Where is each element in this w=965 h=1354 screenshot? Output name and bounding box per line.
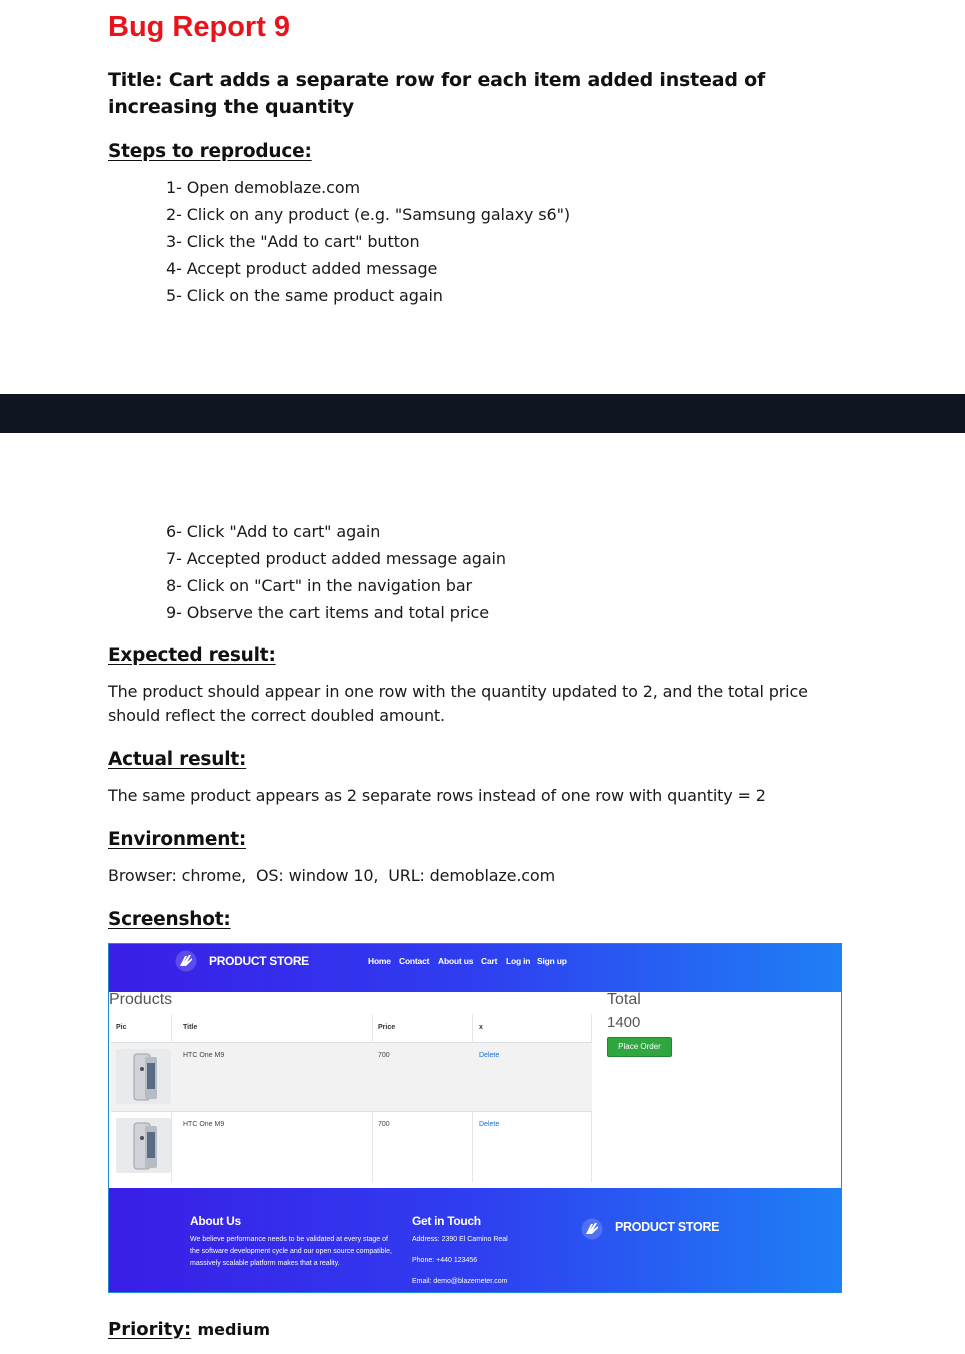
priority	[108, 1319, 270, 1340]
nav-cart-link[interactable]: Cart	[481, 956, 498, 966]
row-price: 700	[378, 1052, 390, 1059]
table-row	[111, 1042, 592, 1111]
step-item: 1- Open demoblaze.com	[166, 178, 361, 197]
column-header-title: Title	[183, 1024, 198, 1031]
column-header-pic: Pic	[116, 1024, 127, 1031]
footer-email: Email: demo@blazemeter.com	[412, 1278, 508, 1285]
phone-image-icon	[116, 1049, 171, 1104]
total-label: Total	[607, 991, 641, 1008]
store-logo-icon	[175, 950, 197, 972]
nav-signup-link[interactable]: Sign up	[537, 956, 567, 966]
steps-heading: Steps to reproduce:	[108, 141, 312, 162]
product-image	[116, 1049, 171, 1104]
actual-heading: Actual result:	[108, 749, 247, 770]
footer-about-text: We believe performance needs to be validated at every stage of the software development cycle and our open source compatible, massively scalable platform makes that a reality.	[190, 1236, 392, 1267]
expected-text: The product should appear in one row with the quantity updated to 2, and the total price should reflect the correct doubled amount.	[108, 682, 808, 725]
total-value: 1400	[607, 1014, 641, 1031]
footer-logo-icon	[581, 1218, 603, 1240]
column-header-delete: x	[479, 1024, 483, 1031]
priority-label: Priority:	[108, 1319, 192, 1340]
report-heading: Bug Report 9	[108, 11, 291, 43]
row-title: HTC One M9	[183, 1052, 225, 1059]
nav-about-link[interactable]: About us	[438, 956, 474, 966]
step-item: 4- Accept product added message	[166, 259, 438, 278]
bug-title: Title: Cart adds a separate row for each item added instead of increasing the quantity	[108, 69, 766, 118]
nav-home-link[interactable]: Home	[368, 956, 391, 966]
step-item: 8- Click on "Cart" in the navigation bar	[166, 576, 473, 595]
place-order-button[interactable]: Place Order	[607, 1037, 672, 1057]
priority-value: medium	[197, 1320, 271, 1339]
environment-text: Browser: chrome, OS: window 10, URL: demoblaze.com	[108, 866, 556, 885]
delete-link[interactable]: Delete	[479, 1121, 500, 1128]
footer-address: Address: 2390 El Camino Real	[412, 1236, 508, 1243]
page-break	[0, 394, 965, 433]
actual-text: The same product appears as 2 separate rows instead of one row with quantity = 2	[108, 786, 766, 805]
footer-about-heading: About Us	[190, 1214, 241, 1228]
row-price: 700	[378, 1121, 390, 1128]
expected-heading: Expected result:	[108, 645, 276, 666]
store-navbar	[109, 944, 841, 992]
embedded-screenshot	[108, 943, 842, 1293]
footer-brand: PRODUCT STORE	[615, 1220, 720, 1234]
store-footer	[109, 1188, 841, 1293]
environment-heading: Environment:	[108, 829, 247, 850]
step-item: 2- Click on any product (e.g. "Samsung galaxy s6")	[166, 205, 571, 224]
screenshot-heading: Screenshot:	[108, 909, 231, 930]
step-item: 9- Observe the cart items and total price	[166, 603, 489, 622]
store-brand[interactable]: PRODUCT STORE	[209, 954, 309, 968]
products-label: Products	[109, 991, 173, 1008]
footer-phone: Phone: +440 123456	[412, 1257, 478, 1264]
product-image	[116, 1118, 171, 1173]
footer-contact-heading: Get in Touch	[412, 1214, 481, 1228]
step-item: 6- Click "Add to cart" again	[166, 522, 381, 541]
delete-link[interactable]: Delete	[479, 1052, 500, 1059]
table-row	[111, 1111, 592, 1180]
phone-image-icon	[116, 1118, 171, 1173]
cart-table	[111, 1014, 592, 1182]
row-title: HTC One M9	[183, 1121, 225, 1128]
step-item: 3- Click the "Add to cart" button	[166, 232, 420, 251]
nav-login-link[interactable]: Log in	[506, 956, 531, 966]
column-header-price: Price	[378, 1024, 396, 1031]
step-item: 5- Click on the same product again	[166, 286, 443, 305]
nav-contact-link[interactable]: Contact	[399, 956, 430, 966]
step-item: 7- Accepted product added message again	[166, 549, 506, 568]
